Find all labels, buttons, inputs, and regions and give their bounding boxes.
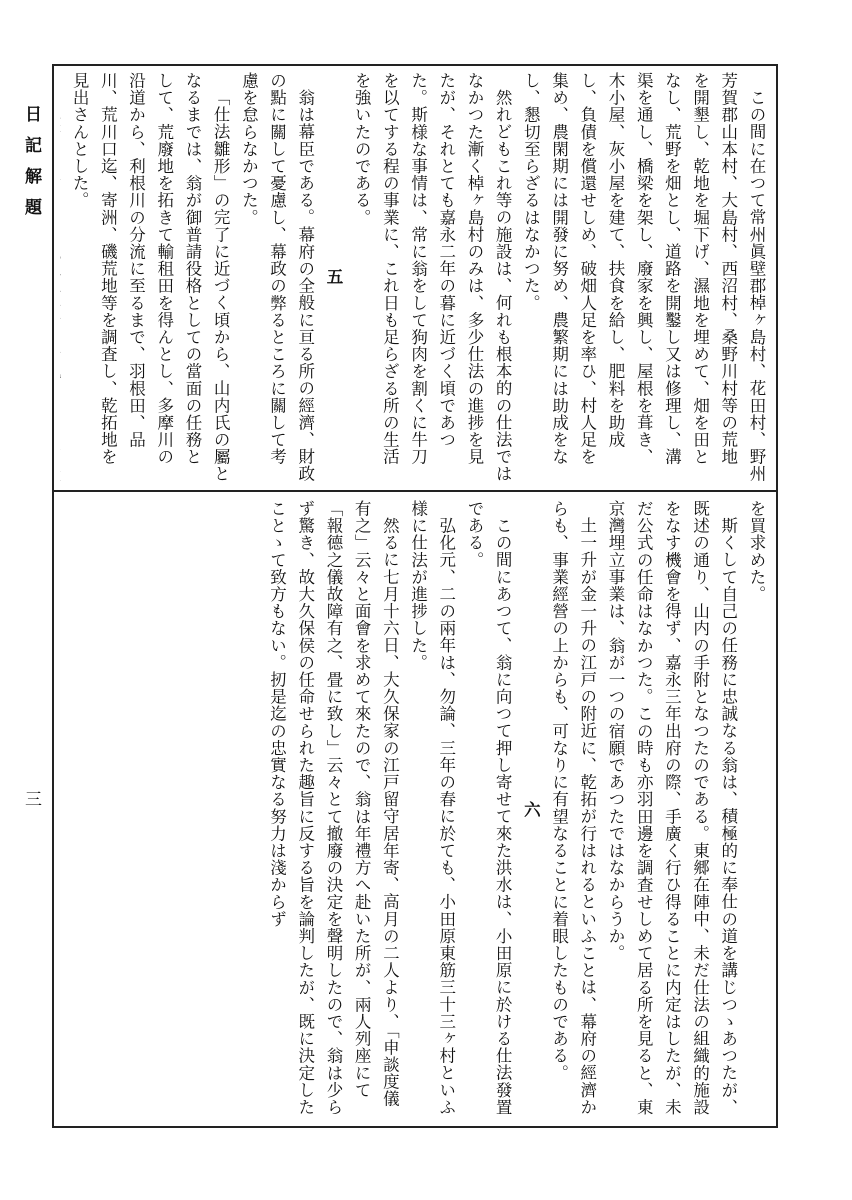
paragraph: 土一升が金一升の江戸の附近に、乾拓が行はれるといふことは、幕府の經濟からも、事業經營の上からも、可なりに有望なることに着眼したものである。 (549, 500, 597, 1115)
paragraph: 然るに七月十六日、大久保家の江戸留守居年寄、高月の二人より、「申談度儀有之」云々と面會を求めて來たので、翁は年禮方へ赴いた所が、兩人列座にて「報德之儀故障有之、畳に致し」云々とて撤廢の決定を聲明したので、翁は少らず驚き、故大久保侯の任命せられた趣旨に反する旨を論判したが、既に決定したことゝて致方もない。扨是迄の忠實なる努力は淺からず (267, 500, 400, 1116)
paragraph: 斯くして自己の任務に忠誠なる翁は、積極的に奉仕の道を講じつゝあつたが、既述の通り、山内の手附となつたのである。東郷在陣中、未だ仕法の組織的施設をなす機會を得ず、嘉永三年出府の際、手廣く行ひ得ることに内定はしたが、未だ公式の任命はなかつた。この時も亦羽田邊を調査せしめて居る所を見ると、東京灣埋立事業は、翁が一つの宿願であつたではなからうか。 (605, 500, 738, 1116)
upper-text-block (60, 72, 770, 482)
paragraph (60, 72, 65, 482)
block-divider (52, 490, 778, 492)
page-number: 三 (21, 790, 41, 807)
paragraph: 弘化元、二の兩年は、勿論、三年の春に於ても、小田原東筋三十三ヶ村といふ様に仕法が進捗した。 (408, 500, 456, 1115)
paragraph: 「仕法雛形」の完了に近づく頃から、山内氏の屬となるまでは、翁が御普請役格としての當面の任務として、荒廢地を拓きて輸租田を得んとし、多摩川の沿道から、利根川の分流に至るまで、羽根田、品川、荒川口迄、寄洲、磯荒地等を調査し、乾拓地を見出さんとした。 (70, 72, 231, 482)
running-head: 日記解題 (21, 105, 41, 229)
paragraph: を買求めた。 (747, 500, 766, 603)
paragraph: この間に在つて常州眞壁郡棹ヶ島村、花田村、野州芳賀郡山本村、大島村、西沼村、桑野川村等の荒地を開墾し、乾地を堀下げ、濕地を埋めて、畑を田となし、荒野を畑とし、道路を開鑿し又は修理し、溝渠を通し、橋梁を架し、廢家を興し、屋根を葺き、木小屋、灰小屋を建て、扶食を給し、肥料を助成し、負債を償還せしめ、破畑人足を率ひ、村人足を集め、農閑期には開發に努め、農繁期には助成をなし、懇切至らざるはなかつた。 (521, 72, 766, 482)
paragraph: 然れどもこれ等の施設は、何れも根本的の仕法ではなかつた漸く棹ヶ島村のみは、多少仕法の進捗を見たが、それとても嘉永二年の暮に近づく頃であつた。斯様な事情は、常に翁をして狗肉を割くに牛刀を以てする程の事業に、これ日も足らざる所の生活を強いたのである。 (352, 72, 513, 482)
paragraph: この間にあつて、翁に向つて押し寄せて來た洪水は、小田原に於ける仕法發置である。 (464, 500, 513, 1115)
section-heading: 五 (323, 268, 343, 286)
section-heading: 六 (521, 801, 541, 819)
paragraph: 翁は幕臣である。幕府の全般に亘る所の經濟、財政の點に關して憂慮し、幕政の弊るところに關して考慮を怠らなかつた。 (239, 72, 315, 482)
lower-text-block (60, 500, 770, 1120)
